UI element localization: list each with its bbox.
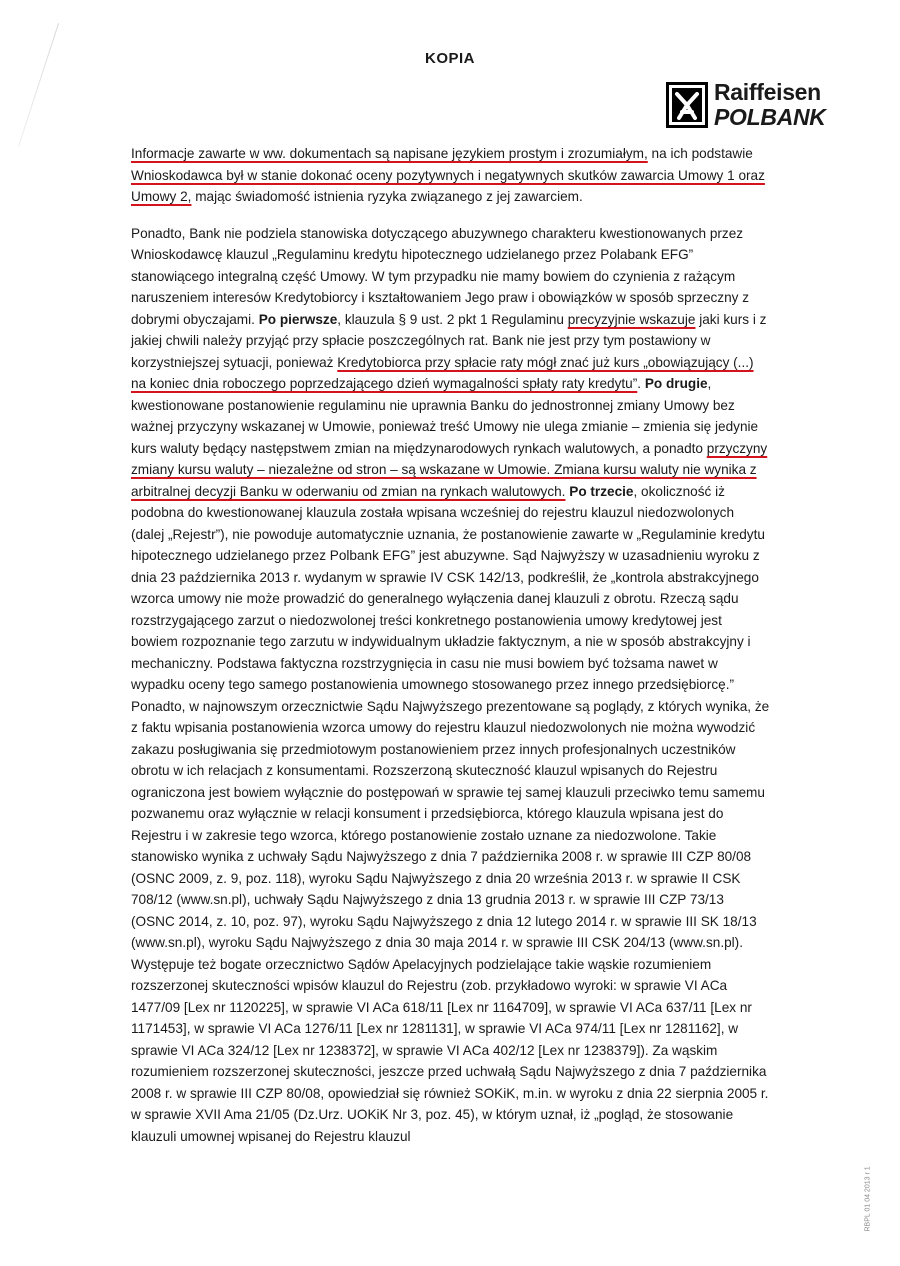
raiffeisen-gable-cross-icon: [666, 82, 708, 128]
highlight-4: Kredytobiorca przy spłacie raty mógł znać już kurs „obowiązujący (...) na koniec dnia roboczego poprzedzającego dzień wymagalności spłaty raty kredytu”: [131, 354, 754, 391]
paragraph-2: [131, 223, 771, 1148]
bold-third: Po trzecie: [569, 483, 634, 499]
raiffeisen-polbank-logo: [666, 80, 836, 132]
highlight-1: Informacje zawarte w ww. dokumentach są napisane językiem prostym i zrozumiałym,: [131, 146, 648, 161]
copy-stamp-heading: KOPIA: [424, 50, 475, 67]
text-run: Ponadto, Bank nie podziela stanowiska dotyczącego abuzywnego charakteru kwestionowanych przez Wnioskodawcę klauzul „Regulaminu kredytu hipotecznego udzielanego przez Polabank EFG” stanowiącego integralną część Umowy. W tym przypadku nie mamy bowiem do czynienia z rażącym naruszeniem interesów Kredytobiorcy i kształtowaniem Jego praw i obowiązków w sposób sprzeczny z dobrymi obyczajami.: [131, 225, 750, 327]
paragraph-1: [131, 143, 771, 208]
text-run: .: [637, 376, 645, 391]
text-run: , okoliczność iż podobna do kwestionowanej klauzula została wpisana wcześniej do rejestru klauzul niedozwolonych (dalej „Rejestr”), nie powoduje automatycznie uznania, że postanowienie zawarte w „Regulaminie kredytu hipotecznego udzielanego przez Polbank EFG” jest abuzywne. Sąd Najwyższy w uzasadnieniu wyroku z dnia 23 października 2013 r. wydanym w sprawie IV CSK 142/13, podkreślił, że „kontrola abstrakcyjnego wzorca umowy nie może prowadzić do generalnego wyłączenia danej klauzuli z obrotu. Rzeczą sądu rozstrzygającego zarzut o niedozwolonej treści konkretnego postanowienia umowy kredytowej jest bowiem rozpoznanie tego zarzutu w indywidualnym układzie faktycznym, a nie w sposób abstrakcyjny i mechaniczny. Podstawa faktyczna rozstrzygnięcia in casu nie musi bowiem być tożsama nawet w wypadku oceny tego samego postanowienia umownego stosowanego przez innego przedsiębiorcę.” Ponadto, w najnowszym orzecznictwie Sądu Najwyższego prezentowane są poglądy, z których wynika, że z faktu wpisania postanowienia wzorca umowy do rejestru klauzul niedozwolonych nie można wywodzić zakazu posługiwania się przedmiotowym postanowieniem przez innych profesjonalnych uczestników obrotu w ich relacjach z konsumentami. Rozszerzoną skuteczność klauzul wpisanych do Rejestru ograniczona jest bowiem wyłącznie do postępowań w sprawie tej samej klauzuli przeciwko temu samemu pozwanemu oraz wyłącznie w relacji konsument i przedsiębiorca, którego klauzula wpisana jest do Rejestru i w zakresie tego wzorca, którego postanowienie zostało uznane za niedozwolone. Takie stanowisko wynika z uchwały Sądu Najwyższego z dnia 7 października 2008 r. w sprawie III CZP 80/08 (OSNC 2009, z. 9, poz. 118), wyroku Sądu Najwyższego z dnia 20 września 2013 r. w sprawie II CSK 708/12 (www.sn.pl), uchwały Sądu Najwyższego z dnia 13 grudnia 2013 r. w sprawie III CZP 73/13 (OSNC 2014, z. 10, poz. 97), wyroku Sądu Najwyższego z dnia 12 lutego 2014 r. w sprawie III SK 18/13 (www.sn.pl), wyroku Sądu Najwyższego z dnia 30 maja 2014 r. w sprawie III CSK 204/13 (www.sn.pl). Występuje też bogate orzecznictwo Sądów Apelacyjnych podzielające takie wąskie rozumieniem rozszerzonej skuteczności wpisów klauzul do Rejestru (zob. przykładowo wyroki: w sprawie VI ACa 1477/09 [Lex nr 1120225], w sprawie VI ACa 618/11 [Lex nr 1164709], w sprawie VI ACa 637/11 [Lex nr 1171453], w sprawie VI ACa 1276/11 [Lex nr 1281131], w sprawie VI ACa 974/11 [Lex nr 1281162], w sprawie VI ACa 324/12 [Lex nr 1238372], w sprawie VI ACa 402/12 [Lex nr 1238379]). Za wąskim rozumieniem rozszerzonej skuteczności, jeszcze przed uchwałą Sądu Najwyższego z dnia 7 października 2008 r. w sprawie III CZP 80/08, opowiedział się również SOKiK, m.in. w wyroku z dnia 22 sierpnia 2005 r. w sprawie XVII Ama 21/05 (Dz.Urz. UOKiK Nr 3, poz. 45), w którym uznał, iż „pogląd, że stosowanie klauzuli umownej wpisanej do Rejestru klauzul: [131, 483, 770, 1144]
text-run: , kwestionowane postanowienie regulaminu nie uprawnia Banku do jednostronnej zmiany Umowy bez ważnej przyczyny wskazanej w Umowie, ponieważ treść Umowy nie ulega zmianie – zmienia się jedynie kurs waluty będący następstwem zmian na międzynarodowych rynkach walutowych, a ponadto: [131, 376, 759, 456]
logo-name: Raiffeisen: [714, 79, 821, 105]
text-run: na ich podstawie: [647, 146, 753, 161]
bold-first: Po pierwsze: [258, 311, 338, 327]
text-run: , klauzula § 9 ust. 2 pkt 1 Regulaminu: [337, 311, 568, 327]
text-run: mając świadomość istnienia ryzyka związanego z jej zawarciem.: [191, 189, 583, 204]
text-run: jaki kurs i z jakiej chwili należy przyjąć przy spłacie poszczególnych rat. Bank nie jest przy tym postawiony w korzystniejszej sytuacji, ponieważ: [131, 311, 767, 370]
highlight-2: Wnioskodawca był w stanie dokonać oceny pozytywnych i negatywnych skutków zawarcia Umowy 1 oraz Umowy 2,: [131, 167, 765, 204]
scan-artifact-line: [18, 23, 59, 147]
logo-subname: POLBANK: [714, 104, 826, 130]
letter-body: [131, 143, 771, 1147]
bold-second: Po drugie: [644, 376, 708, 391]
margin-stamp: [862, 1130, 874, 1240]
margin-stamp-text: RBPL 01 04 2013 r 1: [864, 1166, 872, 1232]
highlight-3: precyzyjnie wskazuje: [567, 311, 696, 327]
highlight-5: przyczyny zmiany kursu waluty – niezależne od stron – są wskazane w Umowie. Zmiana kursu waluty nie wynika z arbitralnej decyzji Banku w oderwaniu od zmian na rynkach walutowych.: [131, 440, 768, 499]
